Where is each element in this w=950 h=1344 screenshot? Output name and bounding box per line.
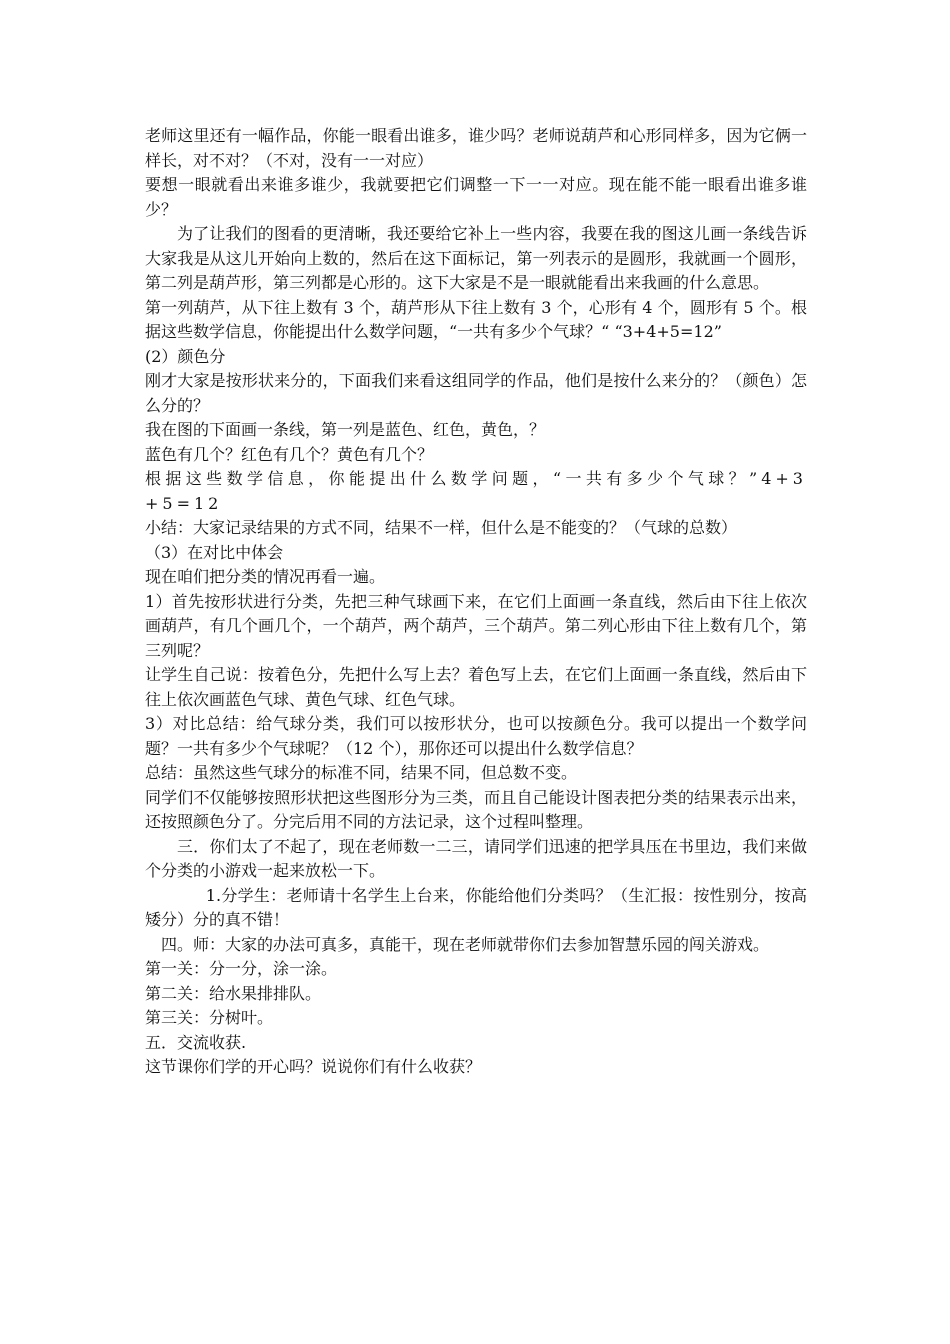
section-heading-color: (2）颜色分 [145,346,226,366]
paragraph-16: 总结：虽然这些气球分的标准不同，结果不同，但总数不变。 [145,763,578,782]
paragraph-7: 我在图的下面画一条线，第一列是蓝色、红色，黄色，？ [145,420,546,439]
paragraph-6: 刚才大家是按形状来分的，下面我们来看这组同学的作品，他们是按什么来分的？（颜色）怎么分的？ [145,371,807,415]
section-four: 四。师：大家的办法可真多，真能干，现在老师就带你们去参加智慧乐园的闯关游戏。 [161,934,770,954]
level-1: 第一关：分一分，涂一涂。 [145,959,338,978]
paragraph-15: 3）对比总结：给气球分类，我们可以按形状分，也可以按颜色分。我可以提出一个数学问题？一共有多少个气球呢？（12 个），那你还可以提出什么数学信息？ [145,714,807,758]
paragraph-10: 小结：大家记录结果的方式不同，结果不一样，但什么是不能变的？（气球的总数） [145,518,738,537]
paragraph-14: 让学生自己说：按着色分，先把什么写上去？着色写上去，在它们上面画一条直线，然后由下往上依次画蓝色气球、黄色气球、红色气球。 [145,665,807,709]
paragraph-13: 1）首先按形状进行分类，先把三种气球画下来，在它们上面画一条直线，然后由下往上依次画葫芦，有几个画几个，一个葫芦，两个葫芦，三个葫芦。第二列心形由下往上数有几个，第三列呢？ [145,591,807,660]
paragraph-12: 现在咱们把分类的情况再看一遍。 [145,567,386,586]
paragraph-4: 第一列葫芦，从下往上数有 3 个，葫芦形从下往上数有 3 个，心形有 4 个，圆形有 5 个。根据这些数学信息，你能提出什么数学问题，“一共有多少个气球？“ “3+4+5=12” [145,297,807,341]
paragraph-19: 1.分学生：老师请十名学生上台来，你能给他们分类吗？（生汇报：按性别分，按高矮分）分的真不错！ [145,885,807,929]
paragraph-17: 同学们不仅能够按照形状把这些图形分为三类，而且自己能设计图表把分类的结果表示出来，还按照颜色分了。分完后用不同的方法记录，这个过程叫整理。 [145,787,807,831]
paragraph-9: 根据这些数学信息，你能提出什么数学问题，“一共有多少个气球？”4+3+5=12 [145,469,807,513]
paragraph-25: 这节课你们学的开心吗？说说你们有什么收获？ [145,1057,482,1076]
paragraph-8: 蓝色有几个？红色有几个？黄色有几个？ [145,444,434,464]
section-five: 五．交流收获. [145,1032,247,1052]
level-2: 第二关：给水果排排队。 [145,983,322,1003]
paragraph-1: 老师这里还有一幅作品，你能一眼看出谁多，谁少吗？老师说葫芦和心形同样多，因为它俩一样长，对不对？（不对，没有一一对应） [145,126,807,170]
paragraph-3: 为了让我们的图看的更清晰，我还要给它补上一些内容，我要在我的图这儿画一条线告诉大家我是从这儿开始向上数的，然后在这下面标记，第一列表示的是圆形，我就画一个圆形，第二列是葫芦形，第三列都是心形的。这下大家是不是一眼就能看出来我画的什么意思。 [145,224,807,292]
section-three: 三．你们太了不起了，现在老师数一二三，请同学们迅速的把学具压在书里边，我们来做个分类的小游戏一起来放松一下。 [145,836,807,880]
section-heading-compare: （3）在对比中体会 [145,542,284,562]
document-page [145,124,807,1080]
paragraph-2: 要想一眼就看出来谁多谁少，我就要把它们调整一下一一对应。现在能不能一眼看出谁多谁少？ [145,175,807,219]
level-3: 第三关：分树叶。 [145,1008,274,1027]
